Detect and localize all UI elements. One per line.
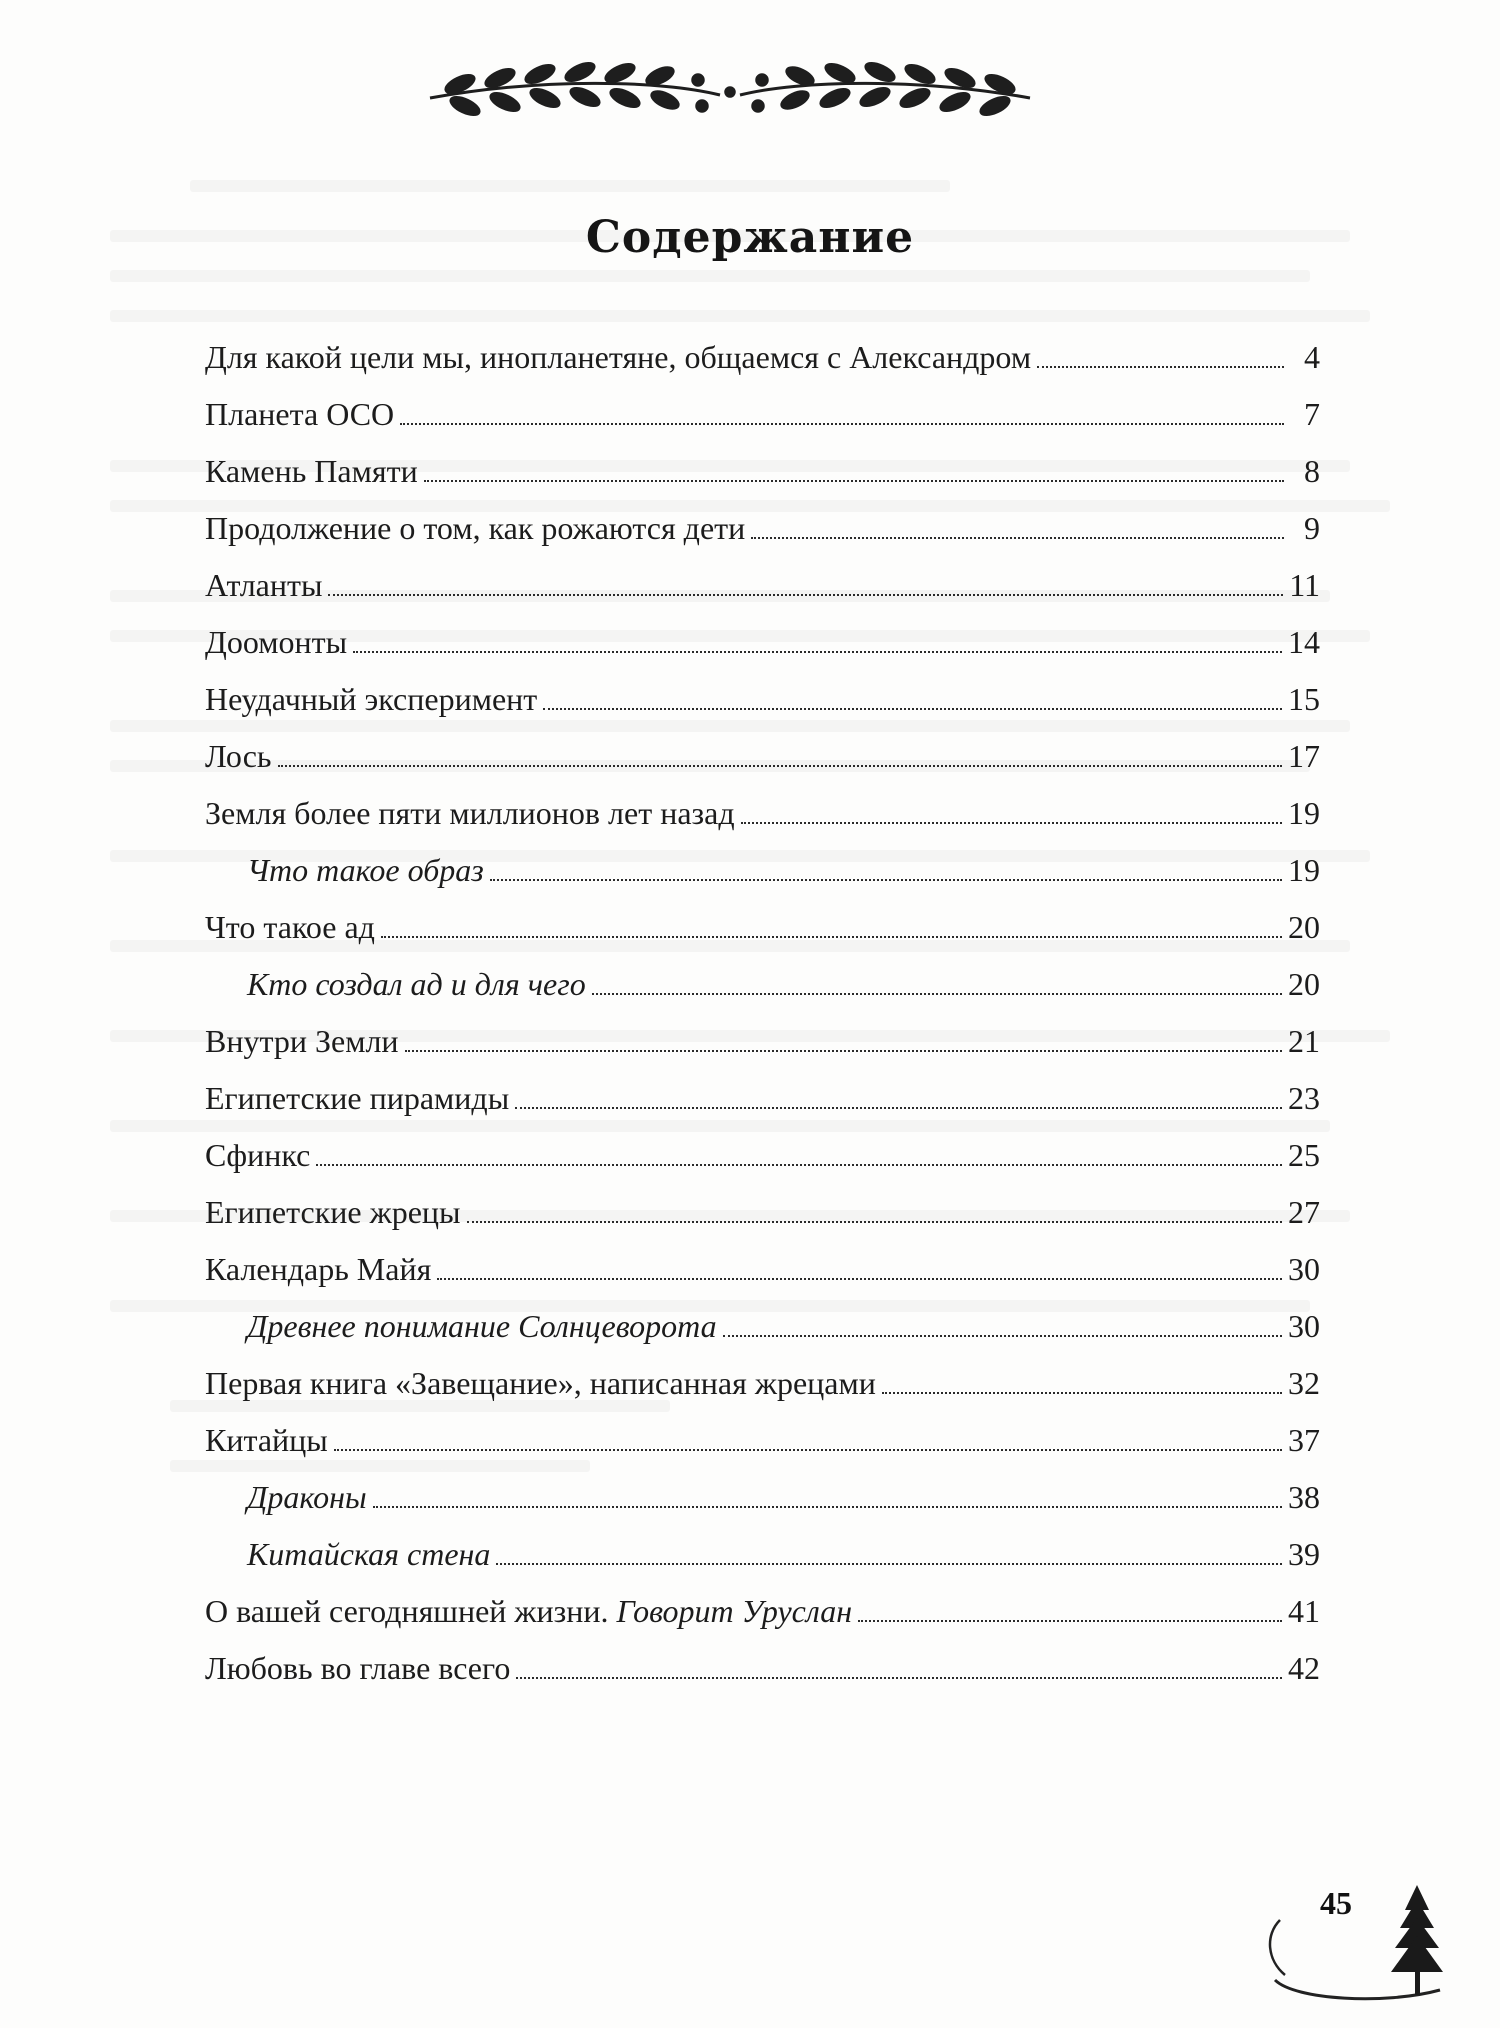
dot-leader xyxy=(543,707,1282,710)
toc-page-number: 8 xyxy=(1304,453,1320,489)
toc-page-number: 32 xyxy=(1288,1365,1320,1401)
toc-page-number: 20 xyxy=(1288,966,1320,1002)
toc-page-number: 23 xyxy=(1288,1080,1320,1116)
toc-entry-title-text: Для какой цели мы, инопланетяне, общаемся с Александром xyxy=(205,339,1032,375)
toc-entry-title xyxy=(205,565,322,605)
toc-entry xyxy=(205,491,1320,548)
pine-tree-icon xyxy=(1255,1880,1455,2010)
dot-leader xyxy=(741,821,1282,824)
toc-entry-title xyxy=(205,679,537,719)
toc-entry xyxy=(205,719,1320,776)
toc-entry xyxy=(205,1232,1320,1289)
dot-leader xyxy=(334,1448,1282,1451)
toc-page-number: 41 xyxy=(1288,1593,1320,1629)
toc-entry-title xyxy=(247,1534,490,1574)
toc-entry-title xyxy=(205,1420,328,1460)
toc-entry xyxy=(205,1061,1320,1118)
toc-entry xyxy=(205,1175,1320,1232)
toc-entry-title-text: Сфинкс xyxy=(205,1137,311,1173)
leaf-branch-ornament-icon xyxy=(420,40,1040,130)
dot-leader xyxy=(437,1277,1282,1280)
toc-entry-title-text: Календарь Майя xyxy=(205,1251,432,1287)
toc-entry-title-text: Планета ОСО xyxy=(205,396,395,432)
toc-entry xyxy=(205,377,1320,434)
toc-entry-title-text: Доомонты xyxy=(205,624,348,660)
dot-leader xyxy=(316,1163,1282,1166)
toc-page-number: 39 xyxy=(1288,1536,1320,1572)
dot-leader xyxy=(515,1106,1282,1109)
toc-entry-title-text: Неудачный эксперимент xyxy=(205,681,538,717)
toc-entry-title-text: Драконы xyxy=(247,1479,367,1515)
toc-entry-title xyxy=(205,451,418,491)
toc-entry-title-text: Первая книга «Завещание», написанная жрецами xyxy=(205,1365,876,1401)
toc-page-number: 9 xyxy=(1304,510,1320,546)
toc-subentry xyxy=(205,833,1320,890)
toc-page-number: 19 xyxy=(1288,795,1320,831)
toc-entry-title xyxy=(205,1249,431,1289)
dot-leader xyxy=(328,593,1283,596)
toc-entry xyxy=(205,320,1320,377)
toc-page-number: 11 xyxy=(1289,567,1320,603)
toc-entry-title-text: Земля более пяти миллионов лет назад xyxy=(205,795,735,831)
toc-entry-title xyxy=(205,736,272,776)
dot-leader xyxy=(467,1220,1282,1223)
toc-page-number: 30 xyxy=(1288,1251,1320,1287)
page-number: 45 xyxy=(1320,1885,1352,1921)
toc-entry-title-text: Египетские пирамиды xyxy=(205,1080,510,1116)
toc-subentry xyxy=(205,1460,1320,1517)
toc-subentry xyxy=(205,1517,1320,1574)
toc-entry xyxy=(205,1574,1320,1631)
toc-entry-title xyxy=(205,1021,399,1061)
toc-entry-title xyxy=(205,1192,461,1232)
toc-entry-speaker: Говорит Уруслан xyxy=(616,1593,853,1629)
dot-leader xyxy=(751,536,1284,539)
toc-entry-title-text: Египетские жрецы xyxy=(205,1194,461,1230)
table-of-contents xyxy=(205,320,1320,1688)
toc-entry-title xyxy=(205,1591,852,1631)
toc-entry-title-text: Любовь во главе всего xyxy=(205,1650,511,1686)
toc-entry-title xyxy=(205,1363,876,1403)
toc-entry-title xyxy=(205,1648,510,1688)
toc-entry-title-text: Камень Памяти xyxy=(205,453,418,489)
dot-leader xyxy=(858,1619,1282,1622)
dot-leader xyxy=(496,1562,1282,1565)
toc-entry-title xyxy=(205,622,347,662)
toc-entry-title-text: О вашей сегодняшней жизни. xyxy=(205,1593,609,1629)
toc-entry-title-text: Что такое образ xyxy=(247,852,484,888)
toc-subentry xyxy=(205,947,1320,1004)
dot-leader xyxy=(882,1391,1282,1394)
toc-entry xyxy=(205,1346,1320,1403)
toc-entry xyxy=(205,434,1320,491)
toc-page-number: 20 xyxy=(1288,909,1320,945)
dot-leader xyxy=(1037,365,1284,368)
toc-entry-title-text: Китайцы xyxy=(205,1422,328,1458)
toc-entry xyxy=(205,776,1320,833)
toc-entry-title-text: Атланты xyxy=(205,567,323,603)
toc-entry-title-text: Лось xyxy=(205,738,272,774)
dot-leader xyxy=(400,422,1284,425)
dot-leader xyxy=(373,1505,1282,1508)
toc-entry-title xyxy=(247,850,484,890)
dot-leader xyxy=(723,1334,1282,1337)
toc-entry-title xyxy=(205,1135,310,1175)
toc-entry-title xyxy=(247,964,586,1004)
toc-entry-title xyxy=(205,508,745,548)
toc-entry-title xyxy=(205,1078,509,1118)
toc-page-number: 21 xyxy=(1288,1023,1320,1059)
toc-entry-title xyxy=(247,1477,367,1517)
toc-subentry xyxy=(205,1289,1320,1346)
toc-entry xyxy=(205,548,1320,605)
toc-page-number: 27 xyxy=(1288,1194,1320,1230)
toc-entry xyxy=(205,1631,1320,1688)
dot-leader xyxy=(516,1676,1282,1679)
toc-page-number: 30 xyxy=(1288,1308,1320,1344)
toc-entry-title xyxy=(205,907,375,947)
toc-entry xyxy=(205,890,1320,947)
toc-entry-title-text: Китайская стена xyxy=(247,1536,491,1572)
page-title: Содержание xyxy=(585,212,915,263)
toc-page-number: 42 xyxy=(1288,1650,1320,1686)
toc-entry-title xyxy=(205,337,1031,377)
toc-page-number: 37 xyxy=(1288,1422,1320,1458)
toc-entry-title-text: Что такое ад xyxy=(205,909,375,945)
toc-entry-title-text: Древнее понимание Солнцеворота xyxy=(247,1308,717,1344)
toc-entry xyxy=(205,1118,1320,1175)
dot-leader xyxy=(424,479,1284,482)
toc-entry-title xyxy=(205,394,394,434)
toc-entry-title-text: Кто создал ад и для чего xyxy=(247,966,586,1002)
dot-leader xyxy=(278,764,1283,767)
toc-page-number: 7 xyxy=(1304,396,1320,432)
dot-leader xyxy=(405,1049,1282,1052)
toc-entry-title-text: Внутри Земли xyxy=(205,1023,399,1059)
toc-entry-title-text: Продолжение о том, как рожаются дети xyxy=(205,510,746,546)
toc-entry-title xyxy=(247,1306,717,1346)
toc-page-number: 25 xyxy=(1288,1137,1320,1173)
toc-page-number: 17 xyxy=(1288,738,1320,774)
toc-entry xyxy=(205,662,1320,719)
dot-leader xyxy=(381,935,1282,938)
toc-entry xyxy=(205,1004,1320,1061)
toc-entry xyxy=(205,1403,1320,1460)
toc-page-number: 14 xyxy=(1288,624,1320,660)
toc-entry-title xyxy=(205,793,735,833)
dot-leader xyxy=(592,992,1282,995)
toc-page-number: 19 xyxy=(1288,852,1320,888)
toc-page-number: 38 xyxy=(1288,1479,1320,1515)
toc-page-number: 15 xyxy=(1288,681,1320,717)
toc-entry xyxy=(205,605,1320,662)
dot-leader xyxy=(353,650,1282,653)
toc-page-number: 4 xyxy=(1304,339,1320,375)
dot-leader xyxy=(490,878,1282,881)
